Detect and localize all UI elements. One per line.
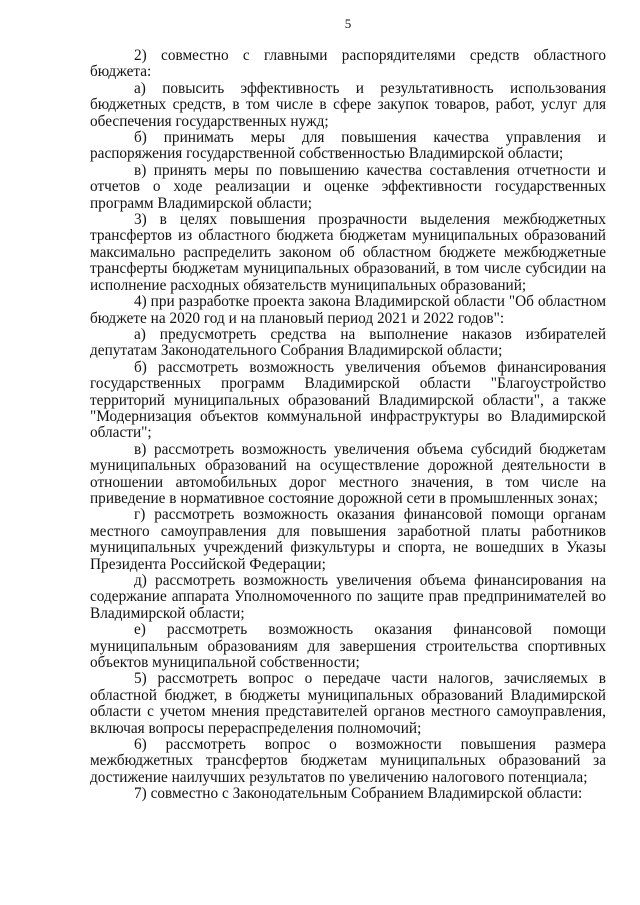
paragraph-2: 2) совместно с главными распорядителями средств областного бюджета: xyxy=(90,47,606,81)
paragraph-4g: г) рассмотреть возможность оказания финансовой помощи органам местного самоуправления для повышения заработной платы работников муниципальных учреждений физкультуры и спорта, не вошедших в Указы Президента Российской Федерации; xyxy=(90,506,606,573)
paragraph-2a: а) повысить эффективность и результативность использования бюджетных средств, в том числе в сфере закупок товаров, работ, услуг для обеспечения государственных нужд; xyxy=(90,79,606,130)
paragraph-4d: д) рассмотреть возможность увеличения объема финансирования на содержание аппарата Уполномоченного по защите прав предпринимателей во Владимирской области; xyxy=(90,572,606,622)
paragraph-4v: в) рассмотреть возможность увеличения объема субсидий бюджетам муниципальных образований на осуществление дорожной деятельности в отношении автомобильных дорог местного значения, в том числе на приведение в нормативное состояние дорожной сети в промышленных зонах; xyxy=(90,440,606,507)
paragraph-4: 4) при разработке проекта закона Владимирской области "Об областном бюджете на 2020 год и на плановый период 2021 и 2022 годов": xyxy=(90,293,606,327)
paragraph-2v: в) принять меры по повышению качества составления отчетности и отчетов о ходе реализации и оценке эффективности государственных программ Владимирской области; xyxy=(90,161,606,212)
paragraph-4a: а) предусмотреть средства на выполнение наказов избирателей депутатам Законодательного Собрания Владимирской области; xyxy=(90,325,606,360)
paragraph-6: 6) рассмотреть вопрос о возможности повышения размера межбюджетных трансфертов бюджетам муниципальных образований за достижение наилучших результатов по увеличению налогового потенциала; xyxy=(90,736,606,786)
paragraph-5: 5) рассмотреть вопрос о передаче части налогов, зачисляемых в областной бюджет, в бюджеты муниципальных образований Владимирской области с учетом мнения представителей органов местного самоуправления, включая вопросы перераспределения полномочий; xyxy=(90,670,606,737)
paragraph-3: 3) в целях повышения прозрачности выделения межбюджетных трансфертов из областного бюджета бюджетам муниципальных образований максимально распределить законом об областном бюджете межбюджетные трансферты бюджетам муниципальных образований, в том числе субсидии на исполнение расходных обязательств муниципальных образований; xyxy=(90,211,606,294)
paragraph-7: 7) совместно с Законодательным Собранием Владимирской области: xyxy=(134,785,583,803)
page-number: 5 xyxy=(344,16,352,31)
paragraph-4e: е) рассмотреть возможность оказания финансовой помощи муниципальным образованиям для завершения строительства спортивных объектов муниципальной собственности; xyxy=(90,621,606,672)
paragraph-4b: б) рассмотреть возможность увеличения объемов финансирования государственных программ Владимирской области "Благоустройство территорий муниципальных образований Владимирской области", а также "Модернизация объектов коммунальной инфраструктуры во Владимирской области"; xyxy=(90,358,606,442)
document-body xyxy=(90,48,606,803)
paragraph-2b: б) принимать меры для повышения качества управления и распоряжения государственной собственностью Владимирской области; xyxy=(90,129,606,163)
